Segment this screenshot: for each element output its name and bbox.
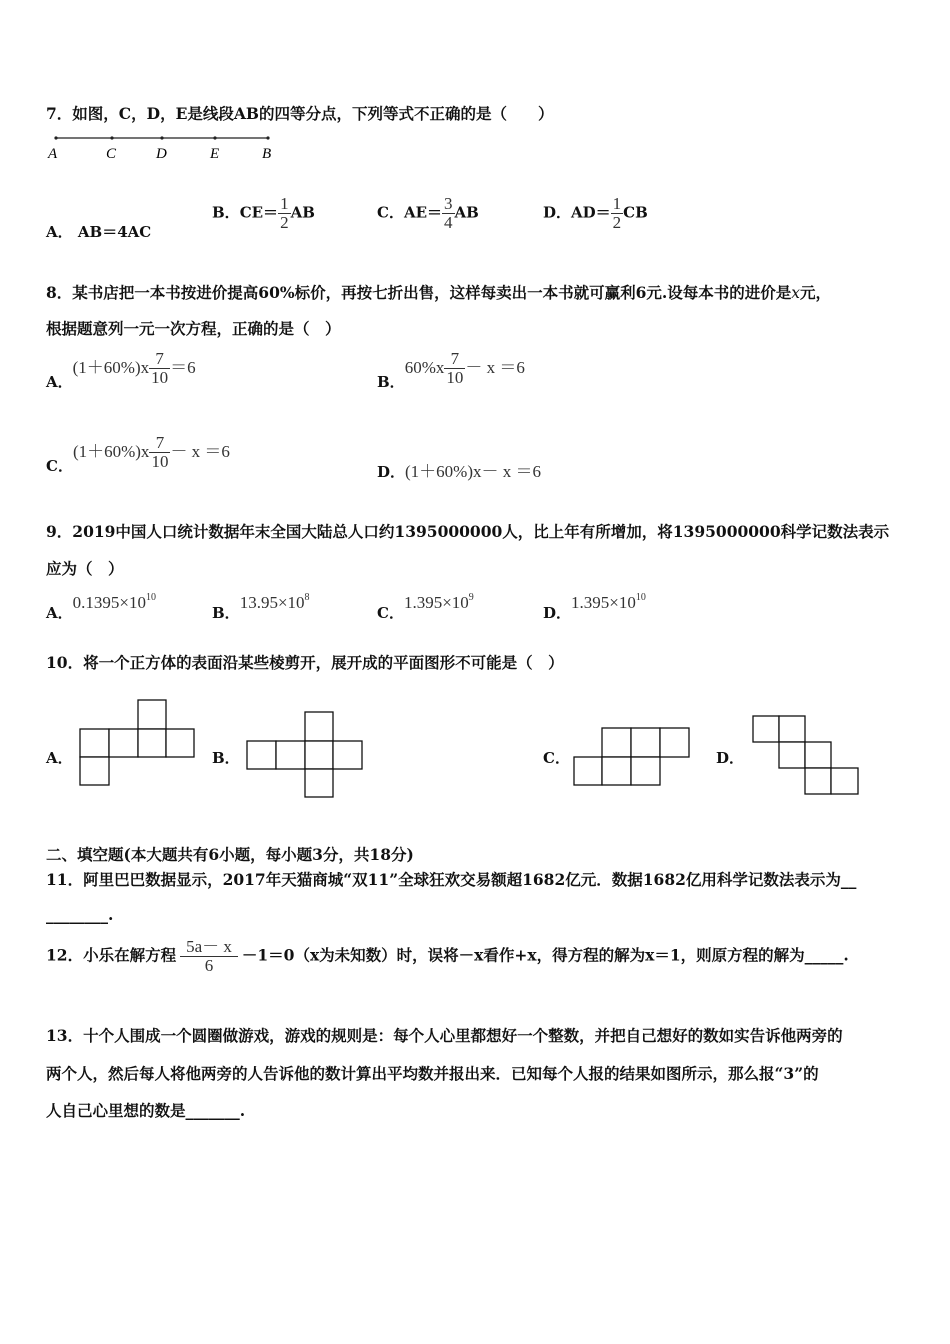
point-label-b: B: [262, 146, 272, 162]
q7-option-c: [377, 195, 479, 232]
exponent: 9: [468, 592, 474, 603]
option-letter: A．: [46, 604, 73, 622]
q10-option-c-letter: C．: [543, 749, 570, 767]
fraction: $\frac{7}{10}$: [151, 349, 169, 387]
option-text: AE＝: [403, 203, 443, 222]
q10-option-b-letter: B．: [212, 749, 240, 767]
section-heading: 二、填空题(本大题共有6小题，每小题3分，共18分): [46, 845, 414, 864]
q13-line2: 两个人，然后每人将他两旁的人告诉他的数计算出平均数并报出来．已知每个人报的结果如图所示，那么报“3”的: [46, 1064, 819, 1083]
exponent: 8: [304, 592, 310, 603]
option-letter: B．: [212, 604, 240, 622]
q9-option-d: [543, 592, 646, 622]
math-expr: ＝6: [170, 358, 196, 377]
option-letter: D．: [543, 604, 572, 622]
option-text: AD＝: [571, 203, 611, 222]
option-letter: A．: [46, 373, 73, 391]
q9-stem-line2: 应为（ ）: [46, 559, 124, 578]
math-expr: (1＋60%)x: [72, 358, 150, 377]
fraction: $\frac{1}{2}$: [280, 194, 289, 232]
option-letter: A．: [46, 223, 73, 241]
q8-stem-line1: 8．某书店把一本书按进价提高60%标价，再按七折出售，这样每卖出一本书就可赢利6元.设每本书的进价是x元，: [46, 283, 832, 302]
q12-fraction: $\frac{5a- x}{6}$: [180, 938, 238, 975]
q13-line3: 人自己心里想的数是_______.: [46, 1101, 246, 1120]
option-letter: C．: [46, 457, 73, 475]
q8-option-c: [46, 433, 230, 475]
option-letter: B．: [212, 203, 240, 222]
option-text: AB＝4AC: [77, 223, 152, 241]
q12-line: [46, 938, 849, 975]
q11-line2: ________.: [46, 905, 114, 924]
q8-option-b: [377, 349, 525, 391]
point-label-a: A: [48, 146, 58, 162]
math-expr: － x ＝6: [465, 358, 525, 377]
option-letter: D．: [377, 463, 406, 481]
cube-net-b: [245, 710, 367, 802]
exponent: 10: [635, 592, 646, 603]
q8-stem-line2: 根据题意列一元一次方程，正确的是（ ）: [46, 319, 341, 338]
q7-segment-figure: [46, 130, 286, 166]
fraction: $\frac{1}{2}$: [612, 194, 622, 232]
q9-option-b: [212, 592, 310, 622]
cube-net-a: [78, 698, 198, 790]
q9-option-a: [46, 592, 156, 622]
cube-net-d: [751, 714, 863, 798]
q12-suffix: －1＝0（x为未知数）时，误将－x看作+x，得方程的解为x＝1，则原方程的解为_____.: [241, 945, 849, 965]
q7-option-b: [212, 195, 315, 232]
option-text: AB: [454, 203, 479, 222]
math-expr: 0.1395×10: [72, 593, 146, 612]
q7-option-d: [543, 195, 648, 232]
math-expr: (1＋60%)x: [72, 442, 150, 461]
q8-option-a: [46, 349, 196, 391]
math-expr: 13.95×10: [239, 593, 305, 612]
math-expr: (1＋60%)x－ x ＝6: [405, 462, 541, 481]
option-letter: C．: [377, 203, 404, 222]
q10-option-d-letter: D．: [716, 749, 745, 767]
fraction: $\frac{3}{4}$: [444, 194, 453, 232]
q7-stem: 7．如图，C，D，E是线段AB的四等分点，下列等式不正确的是（ ）: [46, 104, 554, 123]
option-text: CB: [623, 203, 648, 222]
q9-option-c: [377, 592, 474, 622]
q11-line1: 11．阿里巴巴数据显示，2017年天猫商城“双11”全球狂欢交易额超1682亿元．数据1682亿用科学记数法表示为__: [46, 870, 857, 889]
exponent: 10: [145, 592, 156, 603]
option-text: AB: [290, 203, 315, 222]
math-expr: 1.395×10: [403, 593, 469, 612]
option-letter: D．: [543, 203, 572, 222]
option-letter: C．: [377, 604, 404, 622]
q9-stem-line1: 9．2019中国人口统计数据年末全国大陆总人口约1395000000人，比上年有所增加，将1395000000科学记数法表示: [46, 522, 890, 541]
option-text: CE＝: [239, 203, 279, 222]
cube-net-c: [572, 726, 694, 790]
point-label-e: E: [210, 146, 220, 162]
point-label-d: D: [156, 146, 167, 162]
q7-option-a: [46, 221, 151, 242]
fraction: $\frac{7}{10}$: [151, 433, 169, 471]
fraction: $\frac{7}{10}$: [446, 349, 464, 387]
option-letter: B．: [377, 373, 405, 391]
q12-prefix: 12．小乐在解方程: [46, 945, 177, 965]
q10-stem: 10．将一个正方体的表面沿某些棱剪开，展开成的平面图形不可能是（ ）: [46, 653, 564, 672]
math-expr: 60%x: [404, 358, 445, 377]
math-expr: － x ＝6: [170, 442, 230, 461]
q10-option-a-letter: A．: [46, 749, 73, 767]
point-label-c: C: [106, 146, 117, 162]
math-expr: 1.395×10: [571, 593, 636, 612]
q8-option-d: [377, 457, 541, 482]
q13-line1: 13．十个人围成一个圆圈做游戏，游戏的规则是：每个人心里都想好一个整数，并把自己想好的数如实告诉他两旁的: [46, 1026, 843, 1045]
